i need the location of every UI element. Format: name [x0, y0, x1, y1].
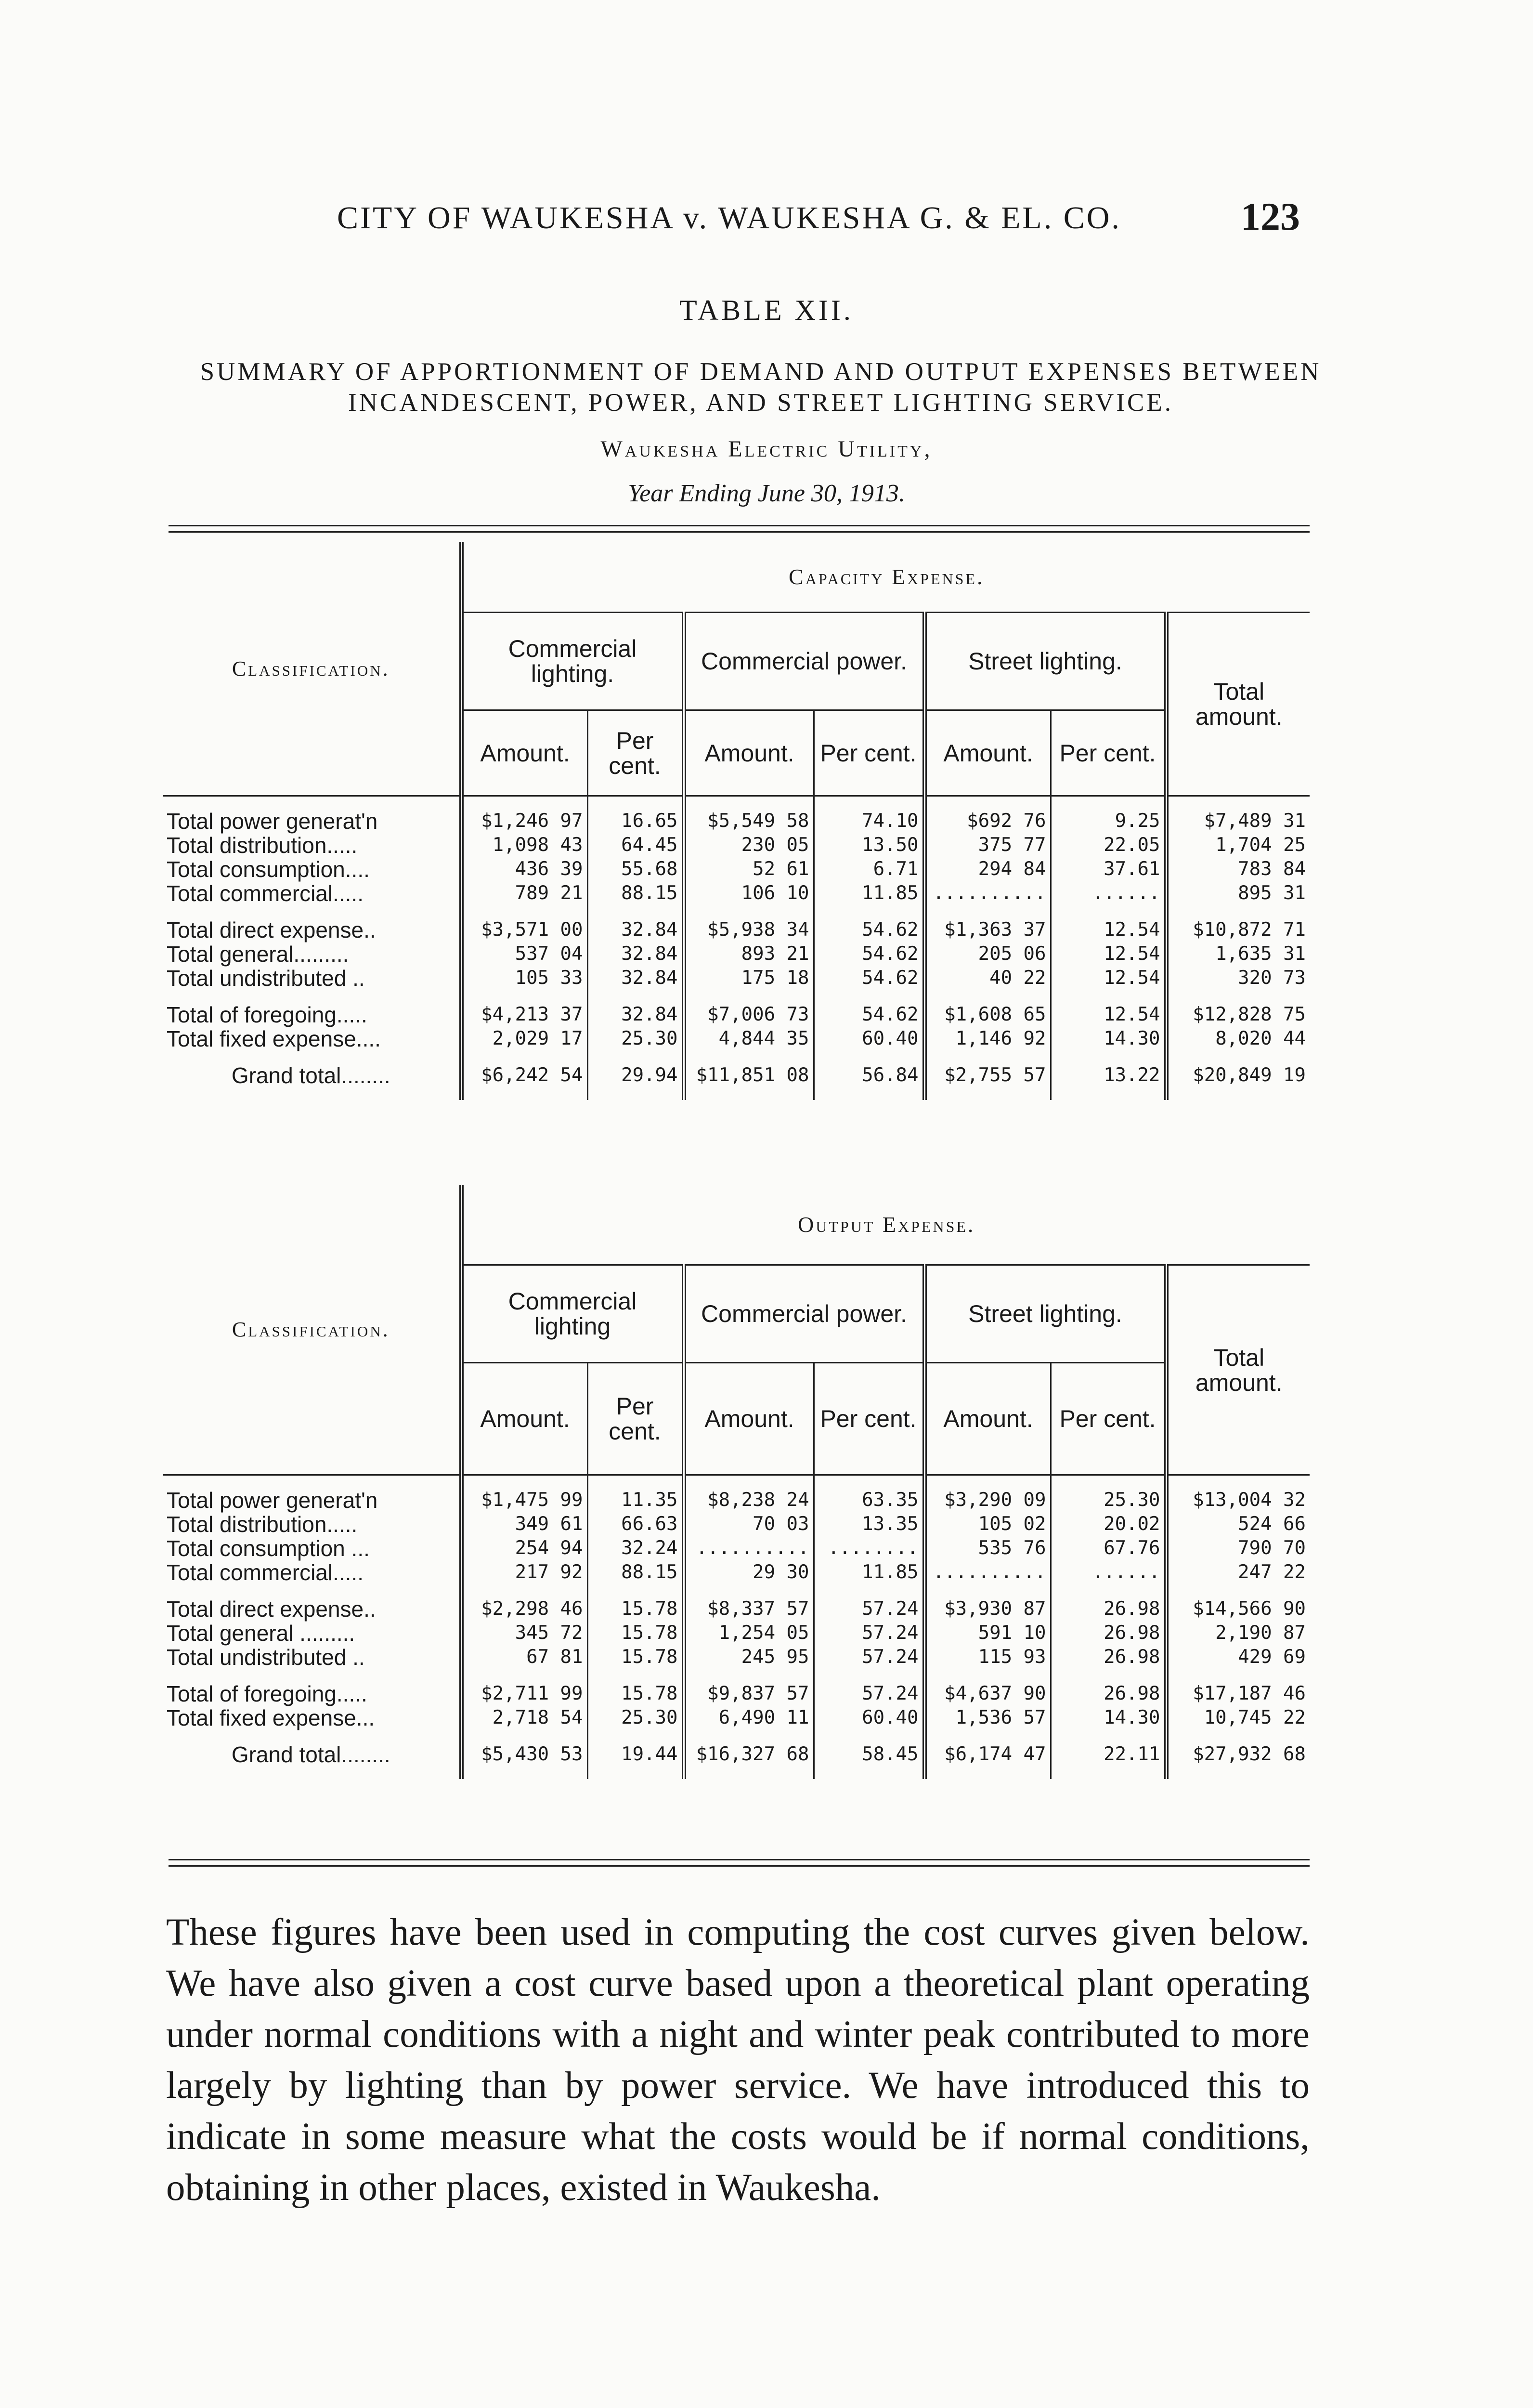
comm-lighting-percent: 15.78 — [587, 1597, 684, 1621]
table-row — [163, 1560, 1310, 1584]
comm-power-percent: 57.24 — [814, 1597, 924, 1621]
comm-lighting-percent: 15.78 — [587, 1682, 684, 1706]
street-lighting-amount: 375 77 — [924, 833, 1051, 857]
utility-name: Waukesha Electric Utility, — [600, 436, 933, 462]
street-lighting-amount: 294 84 — [924, 857, 1051, 881]
comm-lighting-percent: 15.78 — [587, 1645, 684, 1669]
comm-power-amount: 175 18 — [684, 966, 814, 990]
table-row — [163, 809, 1310, 833]
comm-power-amount: 6,490 11 — [684, 1706, 814, 1730]
street-lighting-percent: 22.05 — [1051, 833, 1166, 857]
comm-power-amount: 1,254 05 — [684, 1621, 814, 1645]
table-row — [163, 966, 1310, 990]
street-lighting-amount: 105 02 — [924, 1512, 1051, 1536]
comm-power-amount: 230 05 — [684, 833, 814, 857]
comm-lighting-percent: 32.24 — [587, 1536, 684, 1560]
commercial-power-header: Commercial power. — [684, 1265, 924, 1363]
total-amount-header: Total amount. — [1166, 613, 1310, 796]
amount-header: Amount. — [924, 1363, 1051, 1475]
comm-lighting-amount: 2,718 54 — [492, 1707, 583, 1728]
comm-lighting-amount: 345 72 — [515, 1622, 583, 1644]
comm-lighting-amount: 217 92 — [515, 1561, 583, 1583]
row-label: Grand total........ — [163, 1742, 461, 1767]
grand-total-row — [163, 1742, 1310, 1767]
street-lighting-amount: 40 22 — [924, 966, 1051, 990]
comm-lighting-percent: 88.15 — [587, 1560, 684, 1584]
total-amount: $12,828 75 — [1166, 1003, 1310, 1027]
top-double-rule — [169, 525, 1310, 533]
comm-lighting-percent: 32.84 — [587, 1003, 684, 1027]
per-cent-header: Per cent. — [587, 1363, 684, 1475]
capacity-expense-title: Capacity Expense. — [461, 542, 1310, 613]
street-lighting-amount: $1,363 37 — [924, 918, 1051, 942]
street-lighting-amount: 535 76 — [924, 1536, 1051, 1560]
comm-power-amount: $8,337 57 — [684, 1597, 814, 1621]
per-cent-header: Per cent. — [1051, 1363, 1166, 1475]
comm-lighting-percent: 11.35 — [587, 1488, 684, 1512]
comm-power-amount: $7,006 73 — [684, 1003, 814, 1027]
comm-power-percent: ........ — [814, 1536, 924, 1560]
table-row — [163, 881, 1310, 905]
street-lighting-percent: 26.98 — [1051, 1621, 1166, 1645]
comm-power-amount: $11,851 08 — [684, 1063, 814, 1087]
row-label: Total direct expense.. — [163, 918, 461, 942]
table-row — [163, 1003, 1310, 1027]
total-amount: $7,489 31 — [1166, 809, 1310, 833]
per-cent-header: Per cent. — [814, 710, 924, 796]
running-title: CITY OF WAUKESHA v. WAUKESHA G. & EL. CO. — [337, 200, 1121, 236]
comm-power-percent: 13.35 — [814, 1512, 924, 1536]
comm-power-percent: 11.85 — [814, 881, 924, 905]
row-label: Grand total........ — [163, 1063, 461, 1087]
row-label: Total power generat'n — [163, 809, 461, 833]
comm-lighting-amount: $5,430 53 — [481, 1743, 583, 1765]
table-row — [163, 942, 1310, 966]
total-amount: 895 31 — [1166, 881, 1310, 905]
total-amount-header: Total amount. — [1166, 1265, 1310, 1475]
amount-header: Amount. — [480, 1405, 570, 1432]
table-title: TABLE XII. — [679, 294, 854, 326]
street-lighting-amount: 1,536 57 — [924, 1706, 1051, 1730]
street-lighting-amount: 205 06 — [924, 942, 1051, 966]
table-row — [163, 1536, 1310, 1560]
comm-power-percent: 54.62 — [814, 942, 924, 966]
per-cent-header: Per cent. — [814, 1363, 924, 1475]
output-expense-title: Output Expense. — [461, 1185, 1310, 1265]
street-lighting-amount: $1,608 65 — [924, 1003, 1051, 1027]
comm-power-percent: 63.35 — [814, 1488, 924, 1512]
comm-lighting-amount: 2,029 17 — [492, 1028, 583, 1049]
comm-power-percent: 54.62 — [814, 918, 924, 942]
table-row — [163, 1488, 1310, 1512]
comm-lighting-amount: $1,475 99 — [481, 1489, 583, 1511]
bottom-double-rule — [169, 1859, 1310, 1867]
street-lighting-percent: ...... — [1051, 1560, 1166, 1584]
row-label: Total undistributed .. — [163, 1645, 461, 1669]
comm-lighting-percent: 66.63 — [587, 1512, 684, 1536]
comm-power-percent: 6.71 — [814, 857, 924, 881]
comm-power-amount: 245 95 — [684, 1645, 814, 1669]
street-lighting-percent: 26.98 — [1051, 1682, 1166, 1706]
table-row — [163, 857, 1310, 881]
comm-lighting-amount: 67 81 — [526, 1646, 583, 1668]
commercial-power-header: Commercial power. — [684, 613, 924, 710]
street-lighting-percent: 14.30 — [1051, 1706, 1166, 1730]
street-lighting-amount: .......... — [924, 881, 1051, 905]
comm-lighting-amount: $2,711 99 — [481, 1683, 583, 1704]
street-lighting-amount: $4,637 90 — [924, 1682, 1051, 1706]
total-amount: 8,020 44 — [1166, 1027, 1310, 1051]
street-lighting-percent: 26.98 — [1051, 1597, 1166, 1621]
comm-power-percent: 60.40 — [814, 1027, 924, 1051]
per-cent-header: Per cent. — [1051, 710, 1166, 796]
street-lighting-percent: 12.54 — [1051, 966, 1166, 990]
total-amount: $13,004 32 — [1166, 1488, 1310, 1512]
commercial-lighting-header: Commercial lighting. — [461, 613, 684, 710]
street-lighting-amount: $3,290 09 — [924, 1488, 1051, 1512]
total-amount: 320 73 — [1166, 966, 1310, 990]
comm-lighting-amount: $2,298 46 — [481, 1598, 583, 1620]
street-lighting-header: Street lighting. — [924, 1265, 1166, 1363]
total-amount: $27,932 68 — [1166, 1742, 1310, 1767]
row-label: Total general ......... — [163, 1621, 461, 1645]
amount-header: Amount. — [684, 1363, 814, 1475]
period-line: Year Ending June 30, 1913. — [628, 480, 905, 507]
amount-header: Amount. — [924, 710, 1051, 796]
street-lighting-percent: 67.76 — [1051, 1536, 1166, 1560]
total-amount: 429 69 — [1166, 1645, 1310, 1669]
comm-power-percent: 57.24 — [814, 1645, 924, 1669]
comm-power-percent: 54.62 — [814, 966, 924, 990]
total-amount: 790 70 — [1166, 1536, 1310, 1560]
classification-header: Classification. — [163, 542, 461, 796]
comm-lighting-amount: 254 94 — [515, 1537, 583, 1559]
street-lighting-percent: 20.02 — [1051, 1512, 1166, 1536]
classification-header: Classification. — [163, 1185, 461, 1475]
row-label: Total distribution..... — [163, 1512, 461, 1536]
comm-power-amount: $8,238 24 — [684, 1488, 814, 1512]
comm-lighting-amount: 349 61 — [515, 1513, 583, 1535]
row-label: Total consumption.... — [163, 857, 461, 881]
comm-power-percent: 60.40 — [814, 1706, 924, 1730]
row-label: Total of foregoing..... — [163, 1682, 461, 1706]
comm-power-percent: 13.50 — [814, 833, 924, 857]
total-amount: $14,566 90 — [1166, 1597, 1310, 1621]
comm-power-percent: 56.84 — [814, 1063, 924, 1087]
total-amount: 1,704 25 — [1166, 833, 1310, 857]
table-row — [163, 1512, 1310, 1536]
comm-power-amount: $5,549 58 — [684, 809, 814, 833]
comm-lighting-amount: 537 04 — [515, 943, 583, 965]
comm-power-amount: $5,938 34 — [684, 918, 814, 942]
per-cent-header: Per cent. — [587, 710, 684, 796]
row-label: Total power generat'n — [163, 1488, 461, 1512]
row-label: Total general......... — [163, 942, 461, 966]
comm-lighting-amount: 436 39 — [515, 858, 583, 880]
comm-lighting-percent: 55.68 — [587, 857, 684, 881]
capacity-expense-table — [163, 542, 1310, 1100]
street-lighting-percent: ...... — [1051, 881, 1166, 905]
table-row — [163, 1645, 1310, 1669]
commercial-lighting-header: Commercial lighting — [461, 1265, 684, 1363]
comm-lighting-percent: 25.30 — [587, 1706, 684, 1730]
comm-lighting-amount: $3,571 00 — [481, 919, 583, 941]
total-amount: $20,849 19 — [1166, 1063, 1310, 1087]
street-lighting-amount: $692 76 — [924, 809, 1051, 833]
table-row — [163, 1027, 1310, 1051]
total-amount: 524 66 — [1166, 1512, 1310, 1536]
row-label: Total undistributed .. — [163, 966, 461, 990]
table-row — [163, 1682, 1310, 1706]
comm-power-amount: 893 21 — [684, 942, 814, 966]
amount-header: Amount. — [480, 739, 570, 767]
comm-lighting-percent: 32.84 — [587, 942, 684, 966]
street-lighting-percent: 13.22 — [1051, 1063, 1166, 1087]
street-lighting-percent: 22.11 — [1051, 1742, 1166, 1767]
comm-lighting-amount: 789 21 — [515, 882, 583, 904]
comm-lighting-percent: 29.94 — [587, 1063, 684, 1087]
street-lighting-percent: 12.54 — [1051, 1003, 1166, 1027]
comm-power-percent: 74.10 — [814, 809, 924, 833]
street-lighting-percent: 37.61 — [1051, 857, 1166, 881]
comm-lighting-percent: 19.44 — [587, 1742, 684, 1767]
street-lighting-amount: 115 93 — [924, 1645, 1051, 1669]
row-label: Total fixed expense.... — [163, 1027, 461, 1051]
street-lighting-percent: 14.30 — [1051, 1027, 1166, 1051]
street-lighting-percent: 9.25 — [1051, 809, 1166, 833]
comm-lighting-percent: 32.84 — [587, 966, 684, 990]
street-lighting-percent: 12.54 — [1051, 942, 1166, 966]
table-row — [163, 1706, 1310, 1730]
street-lighting-amount: 591 10 — [924, 1621, 1051, 1645]
comm-lighting-amount: $4,213 37 — [481, 1004, 583, 1025]
comm-lighting-percent: 64.45 — [587, 833, 684, 857]
comm-lighting-percent: 15.78 — [587, 1621, 684, 1645]
comm-lighting-amount: 105 33 — [515, 967, 583, 989]
comm-power-percent: 57.24 — [814, 1621, 924, 1645]
street-lighting-amount: 1,146 92 — [924, 1027, 1051, 1051]
page-number: 123 — [1241, 195, 1300, 238]
total-amount: $17,187 46 — [1166, 1682, 1310, 1706]
street-lighting-amount: $3,930 87 — [924, 1597, 1051, 1621]
row-label: Total consumption ... — [163, 1536, 461, 1560]
comm-lighting-amount: 1,098 43 — [492, 834, 583, 856]
total-amount: 1,635 31 — [1166, 942, 1310, 966]
comm-lighting-amount: $1,246 97 — [481, 810, 583, 832]
comm-lighting-percent: 25.30 — [587, 1027, 684, 1051]
total-amount: 783 84 — [1166, 857, 1310, 881]
comm-power-amount: 106 10 — [684, 881, 814, 905]
comm-power-amount: 52 61 — [684, 857, 814, 881]
comm-power-amount: $9,837 57 — [684, 1682, 814, 1706]
table-row — [163, 833, 1310, 857]
grand-total-row — [163, 1063, 1310, 1087]
amount-header: Amount. — [684, 710, 814, 796]
street-lighting-percent: 26.98 — [1051, 1645, 1166, 1669]
table-row — [163, 1597, 1310, 1621]
row-label: Total fixed expense... — [163, 1706, 461, 1730]
comm-power-amount: 4,844 35 — [684, 1027, 814, 1051]
row-label: Total commercial..... — [163, 1560, 461, 1584]
street-lighting-percent: 25.30 — [1051, 1488, 1166, 1512]
comm-power-percent: 57.24 — [814, 1682, 924, 1706]
total-amount: 10,745 22 — [1166, 1706, 1310, 1730]
comm-lighting-percent: 32.84 — [587, 918, 684, 942]
comm-power-percent: 54.62 — [814, 1003, 924, 1027]
row-label: Total distribution..... — [163, 833, 461, 857]
body-paragraph: These figures have been used in computing the cost curves given below. We have also given a cost curve based upon a theoretical plant operating under normal conditions with a night and winter peak contributed to more largely by lighting than by power service. We have introduced this to indicate in some measure what the costs would be if normal conditions, obtaining in other places, existed in Waukesha. — [166, 1911, 1310, 2209]
comm-lighting-percent: 16.65 — [587, 809, 684, 833]
street-lighting-header: Street lighting. — [924, 613, 1166, 710]
output-expense-table — [163, 1185, 1310, 1779]
comm-power-percent: 58.45 — [814, 1742, 924, 1767]
street-lighting-percent: 12.54 — [1051, 918, 1166, 942]
total-amount: 247 22 — [1166, 1560, 1310, 1584]
comm-power-amount: 29 30 — [684, 1560, 814, 1584]
row-label: Total direct expense.. — [163, 1597, 461, 1621]
summary-title: SUMMARY OF APPORTIONMENT OF DEMAND AND OUTPUT EXPENSES BETWEEN INCANDESCENT, POWER, AND STREET LIGHTING SERVICE. — [200, 358, 1322, 417]
comm-power-amount: $16,327 68 — [684, 1742, 814, 1767]
street-lighting-amount: .......... — [924, 1560, 1051, 1584]
total-amount: $10,872 71 — [1166, 918, 1310, 942]
comm-lighting-amount: $6,242 54 — [481, 1064, 583, 1086]
street-lighting-amount: $2,755 57 — [924, 1063, 1051, 1087]
row-label: Total of foregoing..... — [163, 1003, 461, 1027]
street-lighting-amount: $6,174 47 — [924, 1742, 1051, 1767]
comm-lighting-percent: 88.15 — [587, 881, 684, 905]
row-label: Total commercial..... — [163, 881, 461, 905]
comm-power-percent: 11.85 — [814, 1560, 924, 1584]
table-row — [163, 918, 1310, 942]
table-row — [163, 1621, 1310, 1645]
comm-power-amount: .......... — [684, 1536, 814, 1560]
total-amount: 2,190 87 — [1166, 1621, 1310, 1645]
comm-power-amount: 70 03 — [684, 1512, 814, 1536]
